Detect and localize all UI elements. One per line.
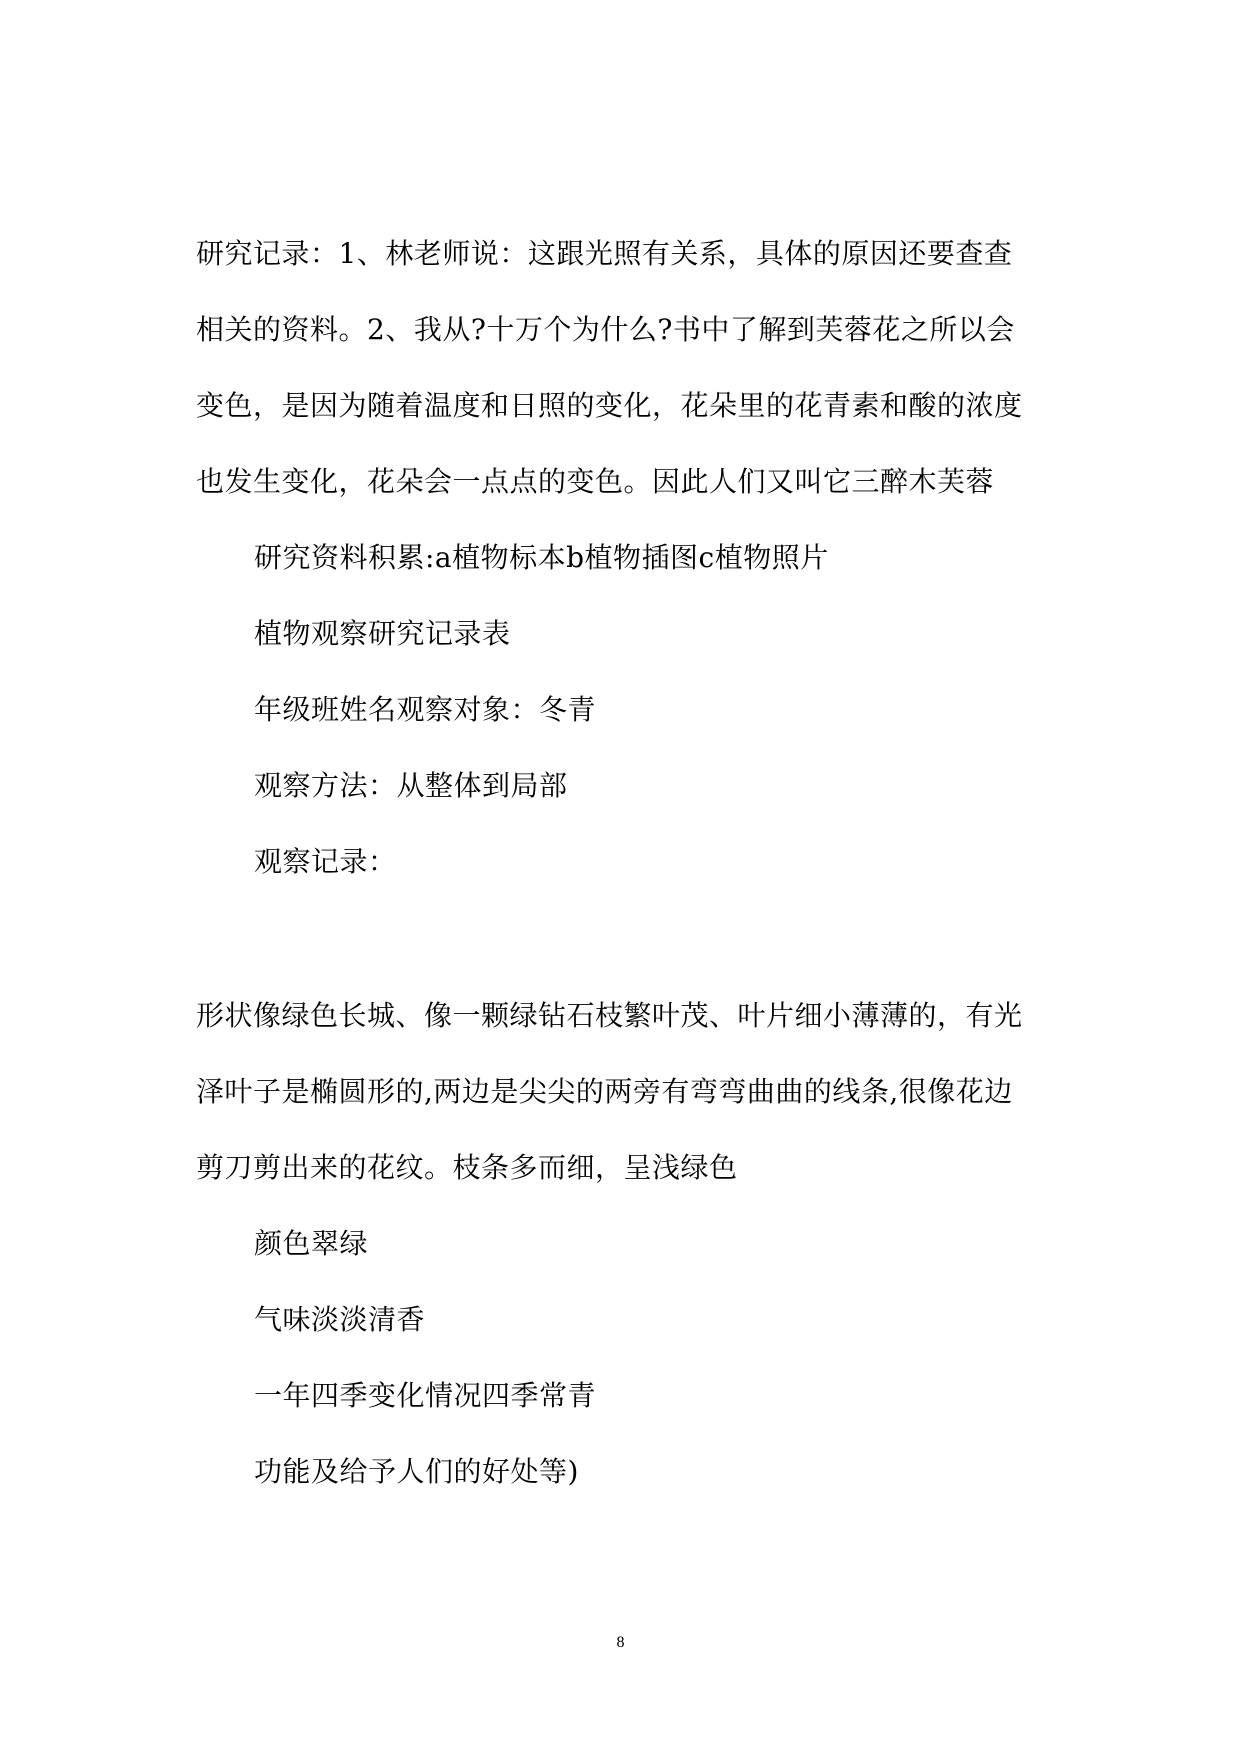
record-items-list xyxy=(196,520,1056,900)
text-line: 研究记录：1、林老师说：这跟光照有关系，具体的原因还要查查 xyxy=(196,237,1013,270)
list-item: 年级班姓名观察对象：冬青 xyxy=(254,693,597,726)
text-line: 剪刀剪出来的花纹。枝条多而细，呈浅绿色 xyxy=(196,1151,738,1184)
observation-items-list xyxy=(196,1206,1056,1510)
text-line: 也发生变化，花朵会一点点的变色。因此人们又叫它三醉木芙蓉 xyxy=(196,465,995,498)
list-item: 观察记录： xyxy=(254,845,397,878)
list-item: 研究资料积累:a植物标本b植物插图c植物照片 xyxy=(254,541,829,574)
list-item: 观察方法：从整体到局部 xyxy=(254,769,568,802)
list-item: 功能及给予人们的好处等) xyxy=(254,1455,579,1488)
list-item: 颜色翠绿 xyxy=(254,1227,369,1260)
page-number: 8 xyxy=(616,1634,625,1651)
observation-paragraph xyxy=(196,978,1056,1206)
list-item: 植物观察研究记录表 xyxy=(254,617,511,650)
text-line: 变色，是因为随着温度和日照的变化，花朵里的花青素和酸的浓度 xyxy=(196,389,1023,422)
text-line: 相关的资料。2、我从?十万个为什么?书中了解到芙蓉花之所以会 xyxy=(196,313,1015,346)
text-line: 泽叶子是椭圆形的,两边是尖尖的两旁有弯弯曲曲的线条,很像花边 xyxy=(196,1075,1013,1108)
text-line: 形状像绿色长城、像一颗绿钻石枝繁叶茂、叶片细小薄薄的，有光 xyxy=(196,999,1023,1032)
list-item: 气味淡淡清香 xyxy=(254,1303,426,1336)
research-record-paragraph xyxy=(196,216,1056,520)
list-item: 一年四季变化情况四季常青 xyxy=(254,1379,597,1412)
